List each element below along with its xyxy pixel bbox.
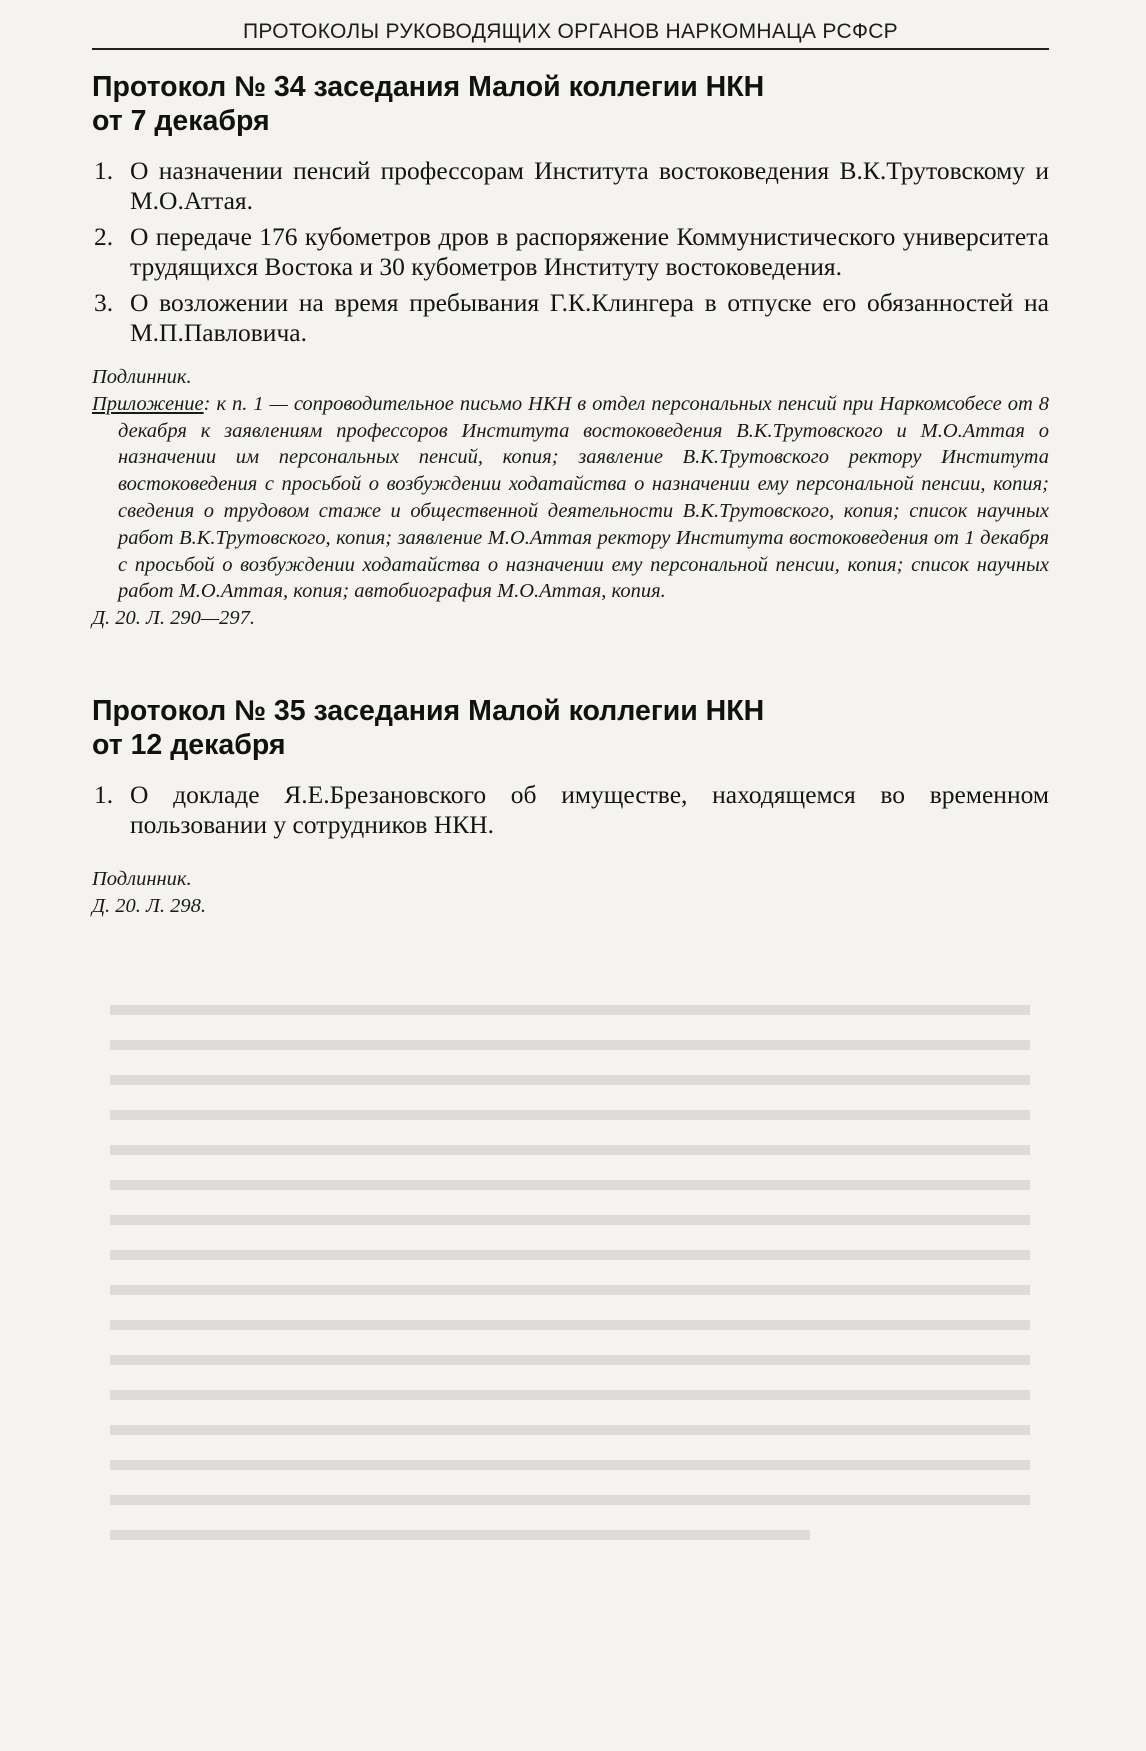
bleed-line bbox=[110, 1530, 810, 1540]
agenda-item-text: О докладе Я.Е.Брезановского об имуществе, находящемся во временном пользовании у сотрудников НКН. bbox=[130, 779, 1049, 839]
bleed-line bbox=[110, 1320, 1030, 1330]
protocol-34-agenda bbox=[92, 156, 1049, 348]
protocol-35-agenda bbox=[92, 780, 1049, 840]
agenda-item-number: 2. bbox=[94, 222, 114, 251]
protocol-35-title-line1: Протокол № 35 заседания Малой коллегии НКН bbox=[92, 694, 765, 727]
page-content bbox=[92, 70, 1049, 920]
bleed-line bbox=[110, 1285, 1030, 1295]
protocol-34-title-line2: от 7 декабря bbox=[92, 105, 270, 137]
protocol-34-title bbox=[92, 70, 1049, 138]
bleed-line bbox=[110, 1145, 1030, 1155]
bleed-line bbox=[110, 1110, 1030, 1120]
running-head: ПРОТОКОЛЫ РУКОВОДЯЩИХ ОРГАНОВ НАРКОМНАЦА РСФСР bbox=[243, 20, 898, 43]
bleed-line bbox=[110, 1460, 1030, 1470]
bleed-line bbox=[110, 1215, 1030, 1225]
bleed-line bbox=[110, 1075, 1030, 1085]
bleed-line bbox=[110, 1005, 1030, 1015]
agenda-item bbox=[92, 780, 1049, 840]
agenda-item bbox=[92, 222, 1049, 282]
protocol-34-section bbox=[92, 70, 1049, 632]
bleed-line bbox=[110, 1180, 1030, 1190]
agenda-item-text: О назначении пенсий профессорам Института востоковедения В.К.Трутовскому и М.О.Аттая. bbox=[130, 156, 1049, 215]
appendix-note bbox=[92, 391, 1049, 605]
bleed-line bbox=[110, 1425, 1030, 1435]
protocol-35-title-line2: от 12 декабря bbox=[92, 728, 286, 761]
header-rule bbox=[92, 48, 1049, 50]
bleed-line bbox=[110, 1250, 1030, 1260]
bleed-line bbox=[110, 1040, 1030, 1050]
agenda-item bbox=[92, 288, 1049, 348]
protocol-35-notes bbox=[92, 866, 1049, 920]
original-note: Подлинник. bbox=[92, 867, 192, 890]
protocol-35-title bbox=[92, 694, 1049, 762]
protocol-35-section bbox=[92, 694, 1049, 920]
agenda-item-text: О передаче 176 кубометров дров в распоряжение Коммунистического университета трудящихся Востока и 30 кубометров Институту востоковедения. bbox=[130, 222, 1049, 281]
agenda-item-number: 3. bbox=[94, 288, 114, 317]
bleed-line bbox=[110, 1355, 1030, 1365]
bleed-line bbox=[110, 1390, 1030, 1400]
bleed-line bbox=[110, 1495, 1030, 1505]
archive-reference: Д. 20. Л. 298. bbox=[92, 894, 207, 917]
archive-reference: Д. 20. Л. 290—297. bbox=[92, 607, 256, 630]
agenda-item-text: О возложении на время пребывания Г.К.Клингера в отпуске его обязанностей на М.П.Павловича. bbox=[130, 288, 1049, 347]
agenda-item-number: 1. bbox=[94, 779, 114, 809]
agenda-item-number: 1. bbox=[94, 156, 114, 185]
appendix-text: : к п. 1 — сопроводительное письмо НКН в отдел персональных пенсий при Наркомсобесе от 8 декабря к заявлениям профессоров Института востоковедения В.К.Трутовского и М.О.Аттая о назначении им персональных пенсий, копия; заявление В.К.Трутовского ректору Института востоковедения с просьбой о возбуждении ходатайства о назначении ему персональной пенсии, копия; сведения о трудовом стаже и общественной деятельности В.К.Трутовского, копия; список научных работ В.К.Трутовского, копия; заявление М.О.Аттая ректору Института востоковедения от 1 декабря с просьбой о возбуждении ходатайства о назначении ему персональной пенсии, копия; список научных работ М.О.Аттая, копия; автобиография М.О.Аттая, копия. bbox=[118, 392, 1049, 603]
original-note: Подлинник. bbox=[92, 366, 192, 388]
protocol-34-title-line1: Протокол № 34 заседания Малой коллегии НКН bbox=[92, 71, 765, 103]
protocol-34-notes bbox=[92, 364, 1049, 632]
agenda-item bbox=[92, 156, 1049, 216]
appendix-label: Приложение bbox=[92, 392, 204, 415]
